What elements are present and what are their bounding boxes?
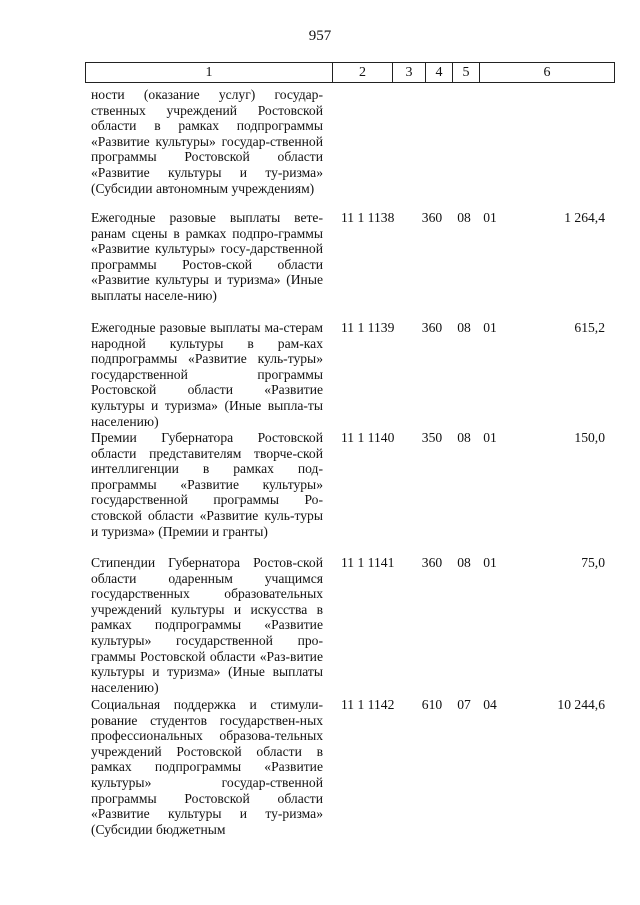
amount: 10 244,6 <box>557 697 605 712</box>
amount: 150,0 <box>574 430 605 445</box>
amount: 615,2 <box>574 320 605 335</box>
subsection: 01 <box>483 430 497 445</box>
header-col-6: 6 <box>480 63 615 83</box>
subsection: 04 <box>483 697 497 712</box>
section: 08 <box>457 430 471 445</box>
target-code: 11 1 1142 <box>341 697 395 712</box>
header-col-4: 4 <box>426 63 453 83</box>
row-description: Ежегодные разовые выплаты ма-стерам народной культуры в рам-ках подпрограммы «Развитие куль-туры» государственной программы Ростовской области «Развитие культуры и туризма» (Иные выпла-ты населению) <box>91 320 323 429</box>
header-col-1: 1 <box>86 63 333 83</box>
header-col-5: 5 <box>453 63 480 83</box>
section: 08 <box>457 210 471 225</box>
expense-type: 360 <box>421 210 443 225</box>
row-description: ности (оказание услуг) государ-ственных учреждений Ростовской области в рамках подпрограммы «Развитие культуры» государ-ственной программы Ростовской области «Развитие культуры и ту-ризма» (Субсидии автономным учреждениям) <box>91 87 323 196</box>
section: 07 <box>457 697 471 712</box>
page-number: 957 <box>308 28 332 44</box>
subsection: 01 <box>483 210 497 225</box>
amount: 75,0 <box>581 555 605 570</box>
row-description: Стипендии Губернатора Ростов-ской области одаренным учащимся государственных образовательных учреждений культуры и искусства в рамках подпрограммы «Развитие культуры» государственной про-граммы Ростовской области «Раз-витие культуры и туризма» (Иные выплаты населению) <box>91 555 323 695</box>
amount: 1 264,4 <box>564 210 605 225</box>
target-code: 11 1 1139 <box>341 320 395 335</box>
expense-type: 360 <box>421 320 443 335</box>
section: 08 <box>457 555 471 570</box>
target-code: 11 1 1140 <box>341 430 395 445</box>
row-description: Социальная поддержка и стимули-рование студентов государствен-ных профессиональных образова-тельных учреждений Ростовской области в рамках подпрограммы «Развитие культуры» государ-ственной программы Ростовской области «Развитие культуры и ту-ризма» (Субсидии бюджетным <box>91 697 323 837</box>
section: 08 <box>457 320 471 335</box>
header-col-3: 3 <box>393 63 426 83</box>
row-description: Премии Губернатора Ростовской области представителям творче-ской интеллигенции в рамках под-программы «Развитие культуры» государственной программы Ро-стовской области «Развитие куль-туры и туризма» (Премии и гранты) <box>91 430 323 539</box>
target-code: 11 1 1138 <box>341 210 395 225</box>
expense-type: 350 <box>421 430 443 445</box>
expense-type: 610 <box>421 697 443 712</box>
target-code: 11 1 1141 <box>341 555 395 570</box>
subsection: 01 <box>483 320 497 335</box>
header-col-2: 2 <box>333 63 393 83</box>
table-header <box>85 62 615 83</box>
row-description: Ежегодные разовые выплаты вете-ранам сцены в рамках подпро-граммы «Развитие культуры» госу-дарственной программы Ростов-ской области «Развитие культуры и туризма» (Иные выплаты населе-нию) <box>91 210 323 303</box>
subsection: 01 <box>483 555 497 570</box>
expense-type: 360 <box>421 555 443 570</box>
